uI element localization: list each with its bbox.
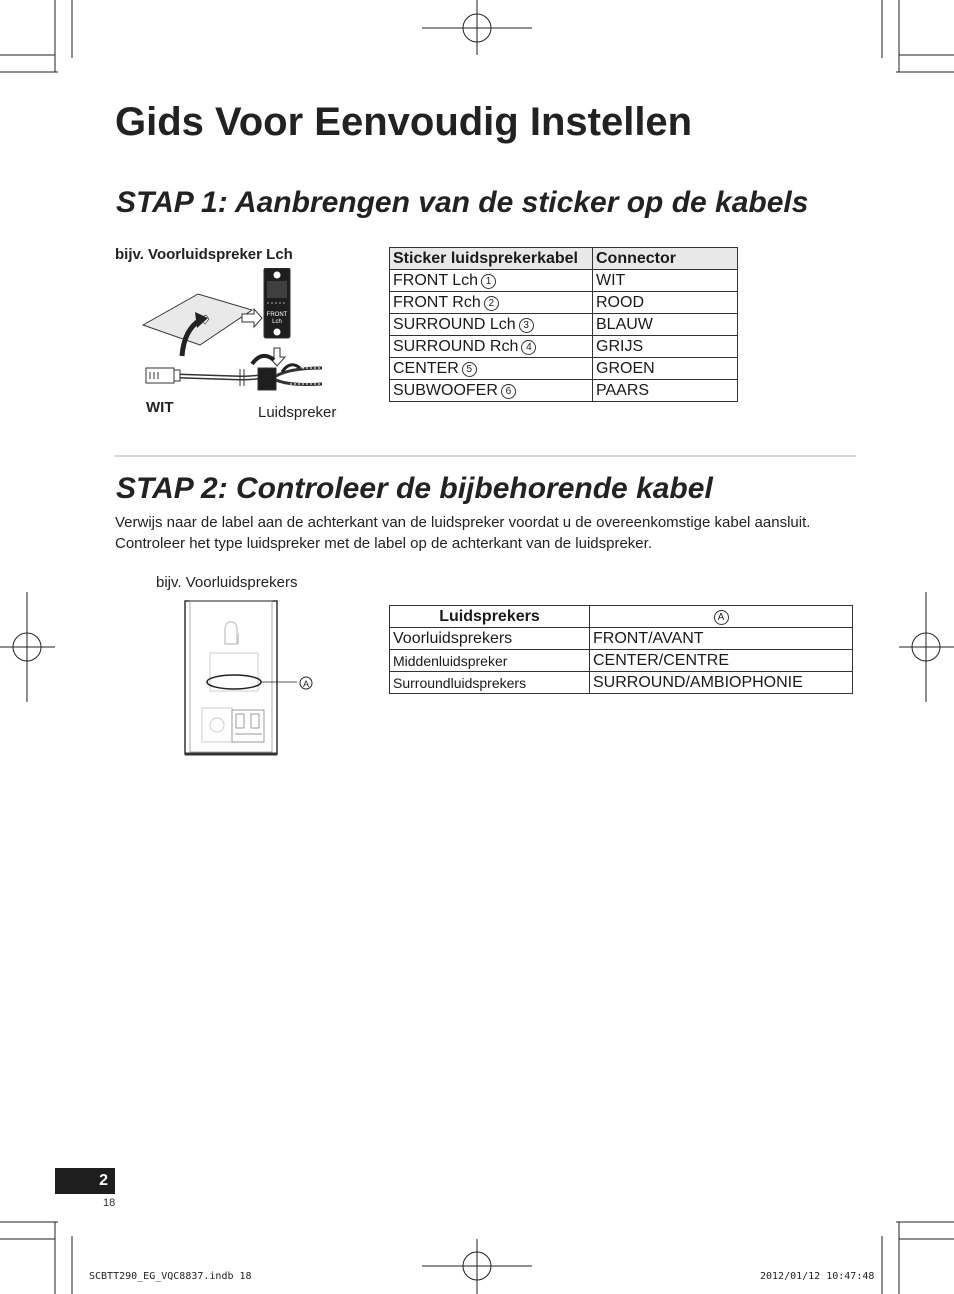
sticker-label: CENTER xyxy=(393,359,459,377)
connector-color: WIT xyxy=(593,270,738,292)
table-header: Luidsprekers xyxy=(390,606,590,628)
footer-timestamp: 2012/01/12 10:47:48 xyxy=(760,1271,875,1282)
table-header xyxy=(590,606,853,628)
connector-color: ROOD xyxy=(593,292,738,314)
speaker-label-table xyxy=(389,605,853,694)
step1-example-caption: bijv. Voorluidspreker Lch xyxy=(115,246,293,263)
section-divider xyxy=(115,455,856,457)
marker-a: A xyxy=(302,679,310,689)
step2-heading: STAP 2: Controleer de bijbehorende kabel xyxy=(116,472,713,505)
step2-example-caption: bijv. Voorluidsprekers xyxy=(156,574,298,591)
circled-number: 2 xyxy=(484,296,499,311)
connector-color: GROEN xyxy=(593,358,738,380)
sticker-label: SURROUND Lch xyxy=(393,315,516,333)
step1-heading: STAP 1: Aanbrengen van de sticker op de kabels xyxy=(116,186,809,219)
circled-number: 1 xyxy=(481,274,496,289)
sticker-label: FRONT Rch xyxy=(393,293,481,311)
sticker-text-front: FRONT xyxy=(266,312,288,318)
table-row xyxy=(390,380,738,402)
page-number-badge: 2 xyxy=(55,1168,115,1194)
speaker-label-value: FRONT/AVANT xyxy=(590,628,853,650)
instruction-line: Controleer het type luidspreker met de label op de achterkant van de luidspreker. xyxy=(115,535,652,552)
instruction-line: Verwijs naar de label aan de achterkant van de luidspreker voordat u de overeenkomstige kabel aansluit. xyxy=(115,514,811,531)
speaker-type: Surroundluidsprekers xyxy=(390,672,590,694)
circled-number: 3 xyxy=(519,318,534,333)
table-row xyxy=(390,628,853,650)
sticker-label: FRONT Lch xyxy=(393,271,479,289)
table-header: Sticker luidsprekerkabel xyxy=(390,248,593,270)
connector-color: BLAUW xyxy=(593,314,738,336)
connector-color: PAARS xyxy=(593,380,738,402)
label-wit: WIT xyxy=(146,399,174,416)
footer-filename: SCBTT290_EG_VQC8837.indb 18 xyxy=(89,1271,252,1282)
page-number-small: 18 xyxy=(103,1197,116,1209)
table-row xyxy=(390,672,853,694)
marker-a-header: A xyxy=(714,610,729,625)
circled-number: 5 xyxy=(462,362,477,377)
table-row xyxy=(390,314,738,336)
label-luidspreker: Luidspreker xyxy=(258,404,337,421)
sticker-illustration xyxy=(140,268,340,398)
sticker-text-lch: Lch xyxy=(272,319,282,325)
speaker-back-illustration xyxy=(180,598,320,760)
table-header: Connector xyxy=(593,248,738,270)
speaker-type: Middenluidspreker xyxy=(390,650,590,672)
circled-number: 4 xyxy=(521,340,536,355)
table-row xyxy=(390,270,738,292)
table-row xyxy=(390,358,738,380)
step2-instructions xyxy=(115,512,845,554)
page-title: Gids Voor Eenvoudig Instellen xyxy=(115,100,693,144)
sticker-connector-table xyxy=(389,247,738,402)
speaker-type: Voorluidsprekers xyxy=(390,628,590,650)
table-row xyxy=(390,292,738,314)
circled-number: 6 xyxy=(501,384,516,399)
sticker-label: SURROUND Rch xyxy=(393,337,519,355)
connector-color: GRIJS xyxy=(593,336,738,358)
sticker-label: SUBWOOFER xyxy=(393,381,498,399)
table-row xyxy=(390,650,853,672)
speaker-label-value: CENTER/CENTRE xyxy=(590,650,853,672)
speaker-label-value: SURROUND/AMBIOPHONIE xyxy=(590,672,853,694)
table-row xyxy=(390,336,738,358)
